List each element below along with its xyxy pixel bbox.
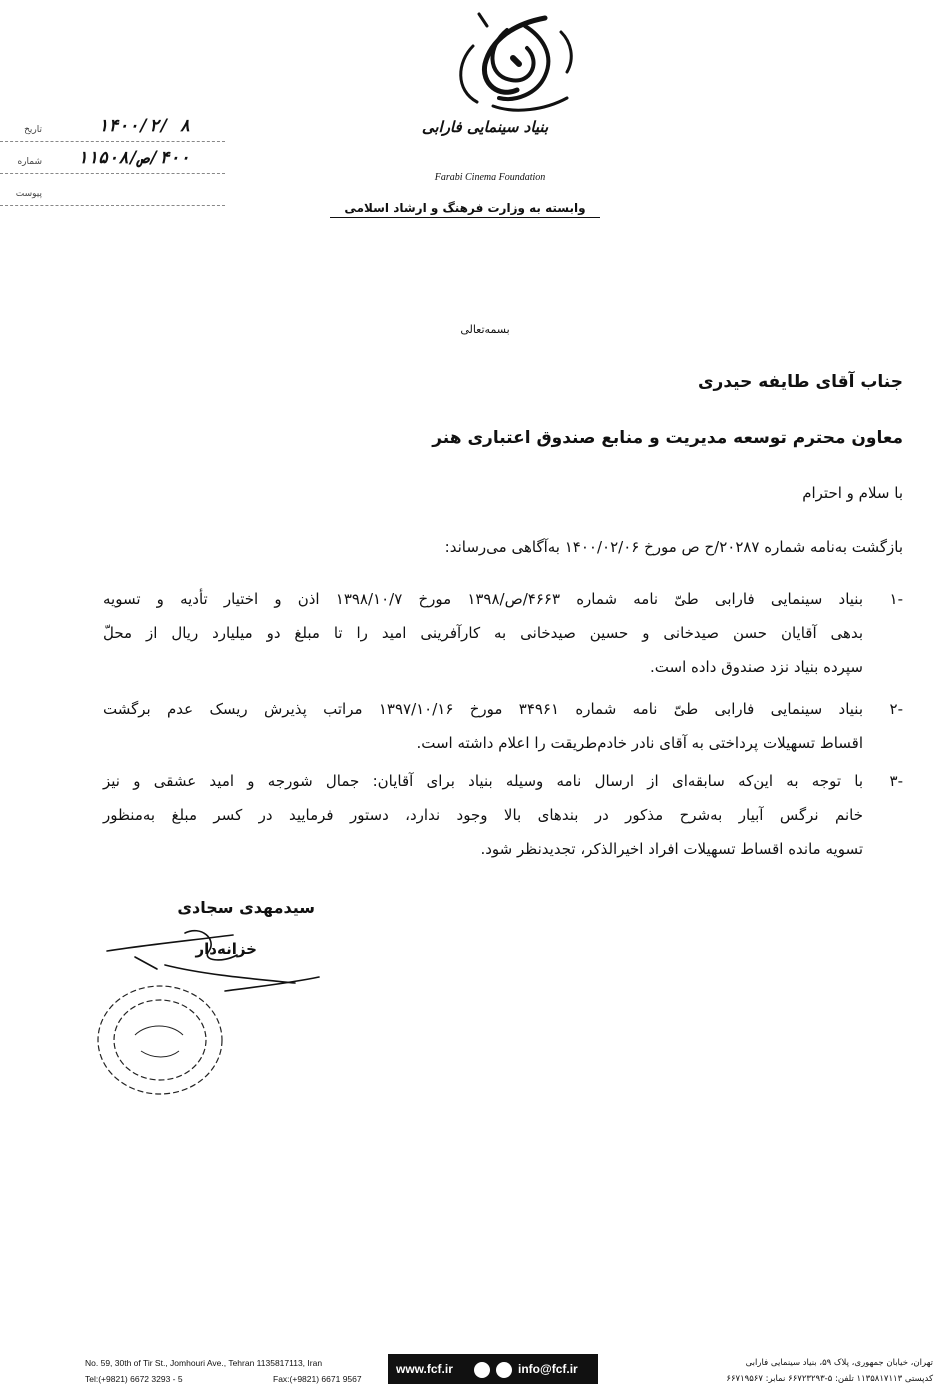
list-item	[103, 590, 903, 690]
bismillah: بسمه‌تعالی	[460, 323, 510, 336]
greeting: با سلام و احترام	[802, 484, 903, 502]
mail-icon	[496, 1362, 512, 1378]
number-value: ۴۰۰/ص/۱۱۵۰۸	[77, 148, 190, 168]
addressee-name: جناب آقای طایفه حیدری	[697, 372, 903, 392]
contact-badge	[388, 1354, 598, 1384]
item-line: تسویه مانده اقساط تسهیلات افراد اخیرالذکر، تجدیدنظر شود.	[480, 840, 863, 858]
footer-tel-en: Tel:(+9821) 6672 3293 - 5	[85, 1374, 183, 1384]
number-rule	[0, 173, 225, 174]
intro-line: بازگشت به‌نامه شماره ۲۰۲۸۷/ح ص مورخ ۱۴۰۰/۰۲/۰۶ به‌آگاهی می‌رساند:	[444, 538, 903, 556]
attachment-rule	[0, 205, 225, 206]
org-name-fa: بنیاد سینمایی فارابی	[421, 118, 549, 136]
footer-address-en: No. 59, 30th of Tir St., Jomhouri Ave., Tehran 1135817113, Iran	[85, 1358, 323, 1368]
item-line: بنیاد سینمایی فارابی طیّ نامه شماره ۳۴۹۶۱ مورخ ۱۳۹۷/۱۰/۱۶ مراتب پذیرش ریسک عدم برگشت	[103, 700, 864, 718]
globe-icon	[474, 1362, 490, 1378]
item-number: ۲-	[889, 700, 903, 718]
date-rule	[0, 141, 225, 142]
signer-name: سیدمهدی سجادی	[177, 898, 315, 917]
signer-title: خزانه‌دار	[195, 940, 257, 958]
date-value: ۱۴۰۰/۲/ ۸	[97, 116, 190, 136]
foundation-logo	[395, 6, 605, 190]
number-field	[0, 148, 225, 174]
list-item	[103, 700, 903, 766]
item-line: بنیاد سینمایی فارابی طیّ نامه شماره ۴۶۶۳/ص/۱۳۹۸ مورخ ۱۳۹۸/۱۰/۷ اذن و اختیار تأدیه و تسویه	[103, 590, 863, 608]
list-item	[103, 772, 903, 872]
footer-postal-fa: کدپستی ۱۱۳۵۸۱۷۱۱۳ تلفن: ۵-۶۶۷۲۳۲۹۳ نمابر: ۶۶۷۱۹۵۶۷	[726, 1374, 933, 1384]
item-number: ۳-	[889, 772, 903, 790]
official-seal	[85, 975, 235, 1105]
email-link[interactable]: info@fcf.ir	[518, 1362, 578, 1376]
date-label: تاریخ	[24, 125, 42, 135]
item-line: سپرده بنیاد نزد صندوق داده است.	[650, 658, 863, 676]
attachment-label: پیوست	[15, 189, 42, 199]
org-name-en: Farabi Cinema Foundation	[434, 172, 546, 183]
attachment-field	[0, 180, 225, 206]
website-link[interactable]: www.fcf.ir	[396, 1362, 453, 1376]
item-line: خانم نرگس آبیار به‌شرح مذکور در بندهای بالا وجود ندارد، دستور فرمایید در کسر مبلغ به‌منظور	[103, 806, 863, 824]
item-number: ۱-	[889, 590, 903, 608]
footer-fax-en: Fax:(+9821) 6671 9567	[273, 1374, 362, 1384]
affiliation-line: وابسته به وزارت فرهنگ و ارشاد اسلامی	[330, 201, 600, 218]
number-label: شماره	[17, 157, 42, 167]
date-field	[0, 116, 225, 142]
item-line: اقساط تسهیلات پرداختی به آقای نادر خادم‌طریقت را اعلام داشته است.	[416, 734, 863, 752]
footer-address-fa: تهران، خیابان جمهوری، پلاک ۵۹، بنیاد سینمایی فارابی	[745, 1358, 933, 1368]
item-line: با توجه به این‌که سابقه‌ای از ارسال نامه وسیله بنیاد برای آقایان: جمال شورجه و امید عشقی و نیز	[103, 772, 863, 790]
item-line: بدهی آقایان حسن صیدخانی و حسین صیدخانی به کارآفرینی امید را تا مبلغ دو میلیارد ریال از محلّ	[103, 624, 863, 642]
addressee-title: معاون محترم توسعه مدیریت و منابع صندوق اعتباری هنر	[432, 428, 903, 448]
